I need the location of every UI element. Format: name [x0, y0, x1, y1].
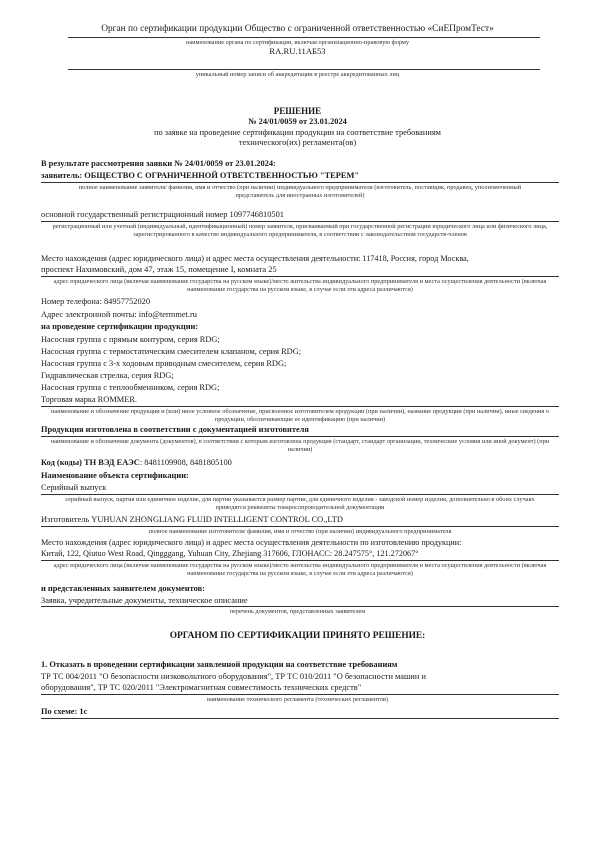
divider [41, 276, 559, 277]
divider [41, 221, 559, 222]
decision-title: РЕШЕНИЕ [273, 106, 322, 116]
documents-heading: и представленных заявителем документов: [41, 584, 205, 593]
applicant-address-caption: адрес юридического лица (включая наименование государства на русском языке)/место жительства индивидуального предпринимателя и места осуществления деятельности (включая наименование государства на русском языке, в случае если эти адреса различаются) [53, 278, 547, 293]
organ-caption: наименование органа по сертификации, включая организационно-правовую форму [185, 39, 410, 46]
manufacturer-caption: полное наименование изготовителя/ фамилия, имя и отчество (при наличии) индивидуального предпринимателя [148, 528, 452, 535]
divider [41, 560, 559, 561]
accreditation-caption: уникальный номер записи об аккредитации в реестре аккредитованных лиц [195, 71, 400, 78]
divider [41, 494, 559, 495]
applicant-line: заявитель: ОБЩЕСТВО С ОГРАНИЧЕННОЙ ОТВЕТСТВЕННОСТЬЮ "ТЕРЕМ" [41, 171, 360, 180]
regulations-caption: наименование технического регламента (технических регламентов) [206, 696, 389, 703]
decision-number: № 24/01/0059 от 23.01.2024 [248, 117, 347, 126]
regulations-line-1: ТР ТС 004/2011 "О безопасности низковольтного оборудования", ТР ТС 010/2011 "О безопасности машин и [41, 672, 426, 681]
product-item: Торговая марка ROMMER. [41, 395, 138, 404]
resolution-point-1: 1. Отказать в проведении сертификации заявленной продукции на соответствие требованиям [41, 660, 398, 669]
object-heading: Наименование объекта сертификации: [41, 471, 189, 480]
divider [41, 526, 559, 527]
manufacturer-address-1: Место нахождения (адрес юридического лица) и адрес места осуществления деятельности по изготовлению продукции: [41, 538, 462, 547]
applicant-caption: полное наименование заявителя/ фамилия, имя и отчество (при наличии) индивидуального предпринимателя (изготовитель, поставщик, продавец, уполномоченный представитель для иностранных изготовителей) [78, 184, 522, 199]
divider [41, 718, 559, 719]
applicant-email: Адрес электронной почты: info@termmet.ru [41, 310, 197, 319]
divider [41, 182, 559, 183]
ogrn-caption: регистрационный или учетный (индивидуальный, идентификационный) номер заявителя, присваиваемый при государственной регистрации юридического лица или физического лица, зарегистрированного в качестве индивидуального предпринимателя, в соответствии с законодательством государств-членов [52, 223, 548, 238]
decision-subtitle-2: технического(их) регламента(ов) [238, 138, 357, 147]
ogrn-line: основной государственный регистрационный номер 1097746810501 [41, 210, 284, 219]
products-heading: на проведение сертификации продукции: [41, 322, 199, 331]
applicant-address-2: проспект Нахимовский, дом 47, этаж 15, помещение I, комната 25 [41, 265, 277, 274]
tnved-label: Код (коды) ТН ВЭД ЕАЭС [41, 458, 140, 467]
documents-value: Заявка, учредительные документы, техническое описание [41, 596, 248, 605]
product-item: Насосная группа с термостатическим смесителем клапаном, серия RDG; [41, 347, 302, 356]
tnved-value: : 8481109908, 8481805100 [139, 458, 232, 467]
divider [41, 436, 559, 437]
divider [68, 37, 540, 38]
scheme-label: По схеме: 1с [41, 707, 88, 716]
divider [41, 606, 559, 607]
product-item: Насосная группа с теплообменником, серия RDG; [41, 383, 220, 392]
manufacturer-line: Изготовитель YUHUAN ZHONGLIANG FLUID INTELLIGENT CONTROL CO.,LTD [41, 515, 343, 524]
manufacturer-address-caption: адрес юридического лица (включая наименование государства на русском языке)/место жительства индивидуального предпринимателя и места осуществления деятельности (включая наименование государства на русском языке, в случае если эти адреса различаются) [53, 562, 547, 577]
accreditation-number: RA.RU.11АБ53 [269, 46, 326, 56]
review-line: В результате рассмотрения заявки № 24/01/0059 от 23.01.2024: [41, 159, 276, 168]
manufacturer-address-2: Китай, 122, Qiutuo West Road, Qingggang, Yuhuan City, Zhejiang 317606, ГЛОНАСС: 28.247575°, 121.272067° [41, 549, 419, 558]
tnved-line [41, 457, 232, 468]
manufactured-caption: наименование и обозначение документа (документов), в соответствии с которым изготовлена продукция (стандарт, стандарт организации, технические условия или иной документ) (при наличии) [50, 438, 550, 453]
resolution-heading: ОРГАНОМ ПО СЕРТИФИКАЦИИ ПРИНЯТО РЕШЕНИЕ: [169, 631, 426, 641]
product-item: Гидравлическая стрелка, серия RDG; [41, 371, 174, 380]
object-caption: серийный выпуск, партия или единичное изделие, для партии указывается размер партии, для единичного изделия - заводской номер изделия, дополнительно в обоих случаях приводятся реквизиты товаросопроводительной документации [65, 496, 535, 511]
regulations-line-2: оборудования", ТР ТС 020/2011 "Электромагнитная совместимость технических средств" [41, 683, 362, 692]
product-item: Насосная группа с 3-х ходовым приводным смесителем, серия RDG; [41, 359, 287, 368]
divider [41, 406, 559, 407]
divider [41, 694, 559, 695]
applicant-phone: Номер телефона: 84957752020 [41, 297, 151, 306]
applicant-address-1: Место нахождения (адрес юридического лица) и адрес места осуществления деятельности: 117418, Россия, город Москва, [41, 254, 469, 263]
manufactured-line: Продукция изготовлена в соответствии с документацией изготовителя [41, 425, 309, 434]
product-item: Насосная группа с прямым контуром, серия RDG; [41, 335, 220, 344]
products-caption: наименование и обозначение продукции и (или) иное условное обозначение, присвоенное изготовителем продукции (при наличии), название продукции (при наличии), иные сведения о продукции, обеспечивающие ее идентификацию (при наличии) [51, 408, 549, 423]
decision-subtitle-1: по заявке на проведение сертификации продукции на соответствие требованиям [154, 128, 441, 137]
divider [68, 69, 540, 70]
documents-caption: перечень документов, представленных заявителем [229, 608, 366, 615]
organ-name: Орган по сертификации продукции Общество с ограниченной ответственностью «СиЕПромТест» [101, 24, 494, 34]
object-value: Серийный выпуск [41, 483, 107, 492]
